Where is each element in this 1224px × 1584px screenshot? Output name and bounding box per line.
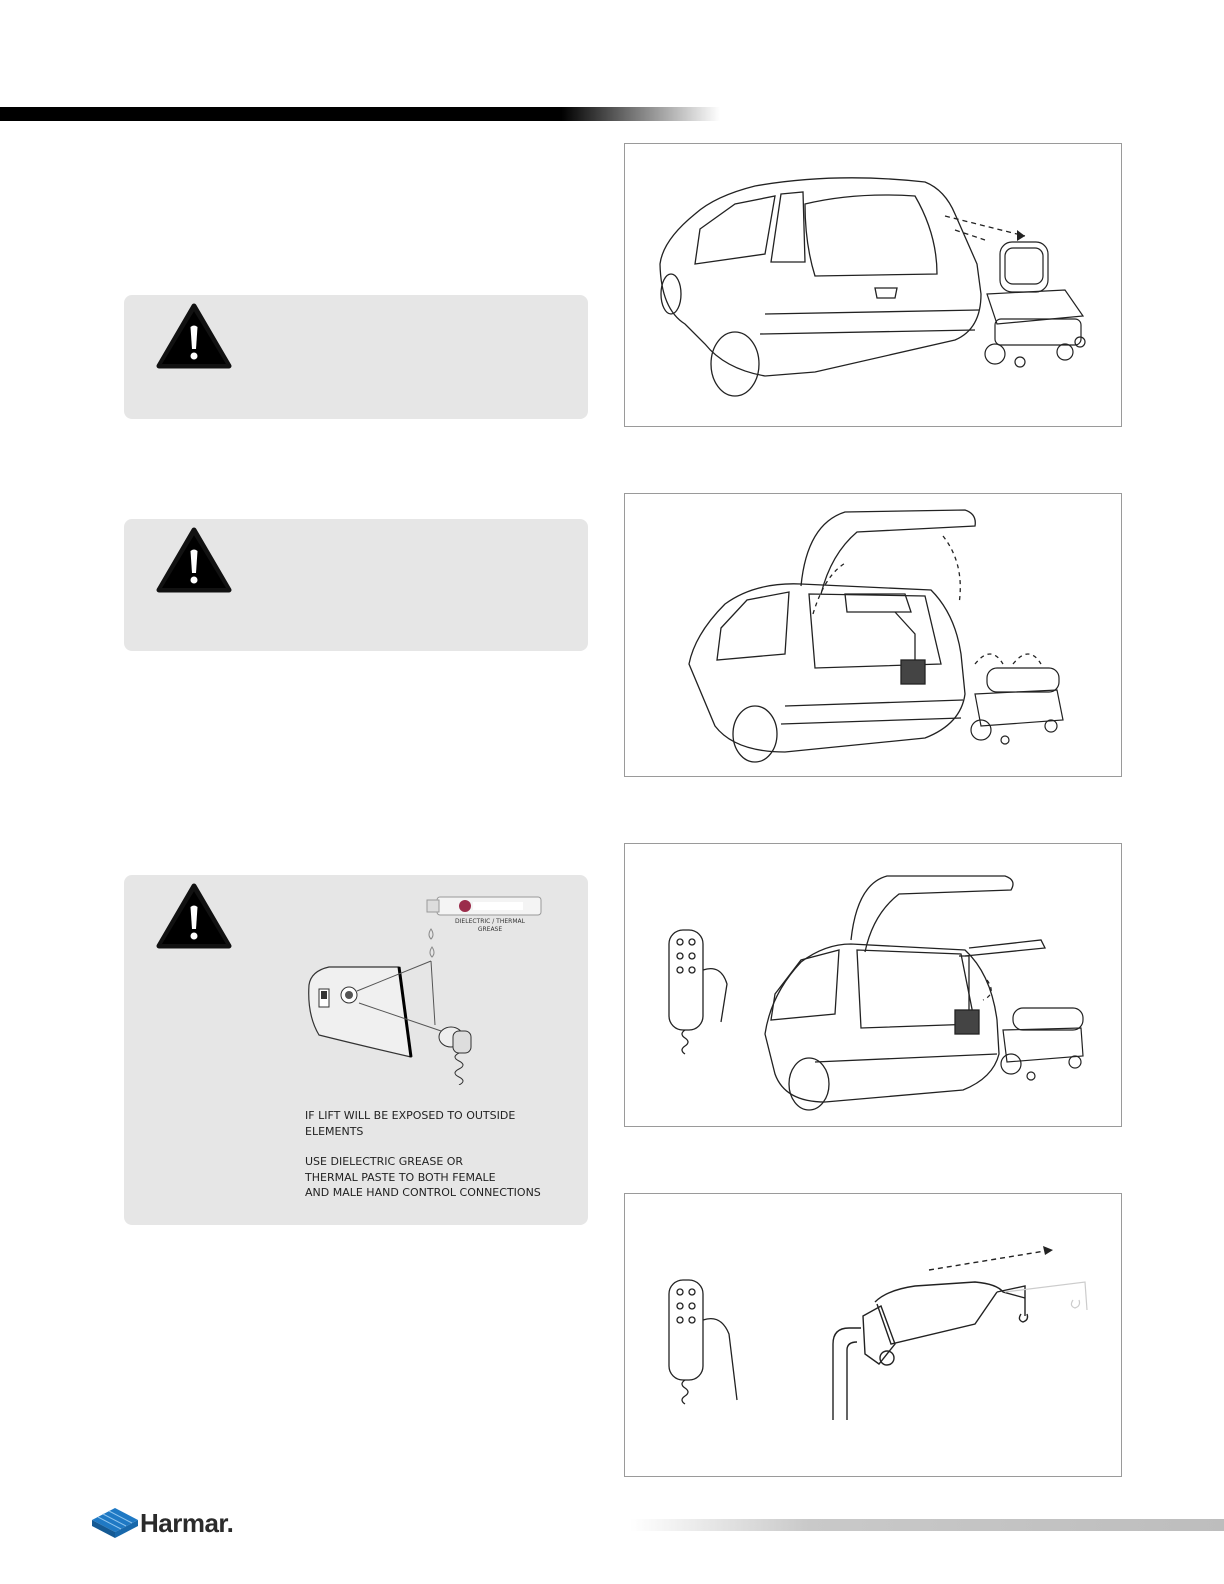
figure-open-hatch xyxy=(624,493,1122,777)
hatch-lift-illustration xyxy=(625,494,1123,778)
harmar-logo-icon xyxy=(90,1506,140,1540)
brand-name-suffix: . xyxy=(226,1508,234,1538)
figure-car-approach xyxy=(624,143,1122,427)
warning-box-2 xyxy=(124,519,588,651)
wheelchair xyxy=(971,668,1063,744)
connector-illustration xyxy=(299,885,559,1085)
brand-name xyxy=(140,1508,233,1539)
lift-boom xyxy=(833,1250,1051,1420)
lift-rotate-illustration xyxy=(625,844,1123,1128)
figure-boom-extend xyxy=(624,1193,1122,1477)
brand-name-text: Harmar xyxy=(140,1508,227,1538)
warning-icon xyxy=(156,883,232,951)
car-wheelchair-illustration xyxy=(625,144,1123,428)
figure-lift-rotate xyxy=(624,843,1122,1127)
wheelchair xyxy=(985,242,1085,367)
note-grease: USE DIELECTRIC GREASE OR THERMAL PASTE TO BOTH FEMALE AND MALE HAND CONTROL CONNECTIONS xyxy=(305,1155,541,1199)
warning-box-1 xyxy=(124,295,588,419)
footer-bar xyxy=(630,1519,1224,1531)
hand-control xyxy=(669,930,727,1054)
brand-logo xyxy=(90,1504,290,1544)
warning-box-3 xyxy=(124,875,588,1225)
header-bar xyxy=(0,107,720,121)
wheelchair xyxy=(1001,1008,1083,1080)
note-exposure: IF LIFT WILL BE EXPOSED TO OUTSIDE ELEMENTS xyxy=(305,1109,516,1138)
hand-control xyxy=(669,1280,737,1404)
grease-label: DIELECTRIC / THERMAL GREASE xyxy=(455,918,525,933)
boom-extend-illustration xyxy=(625,1194,1123,1478)
warning-icon xyxy=(156,303,232,371)
warning-icon xyxy=(156,527,232,595)
